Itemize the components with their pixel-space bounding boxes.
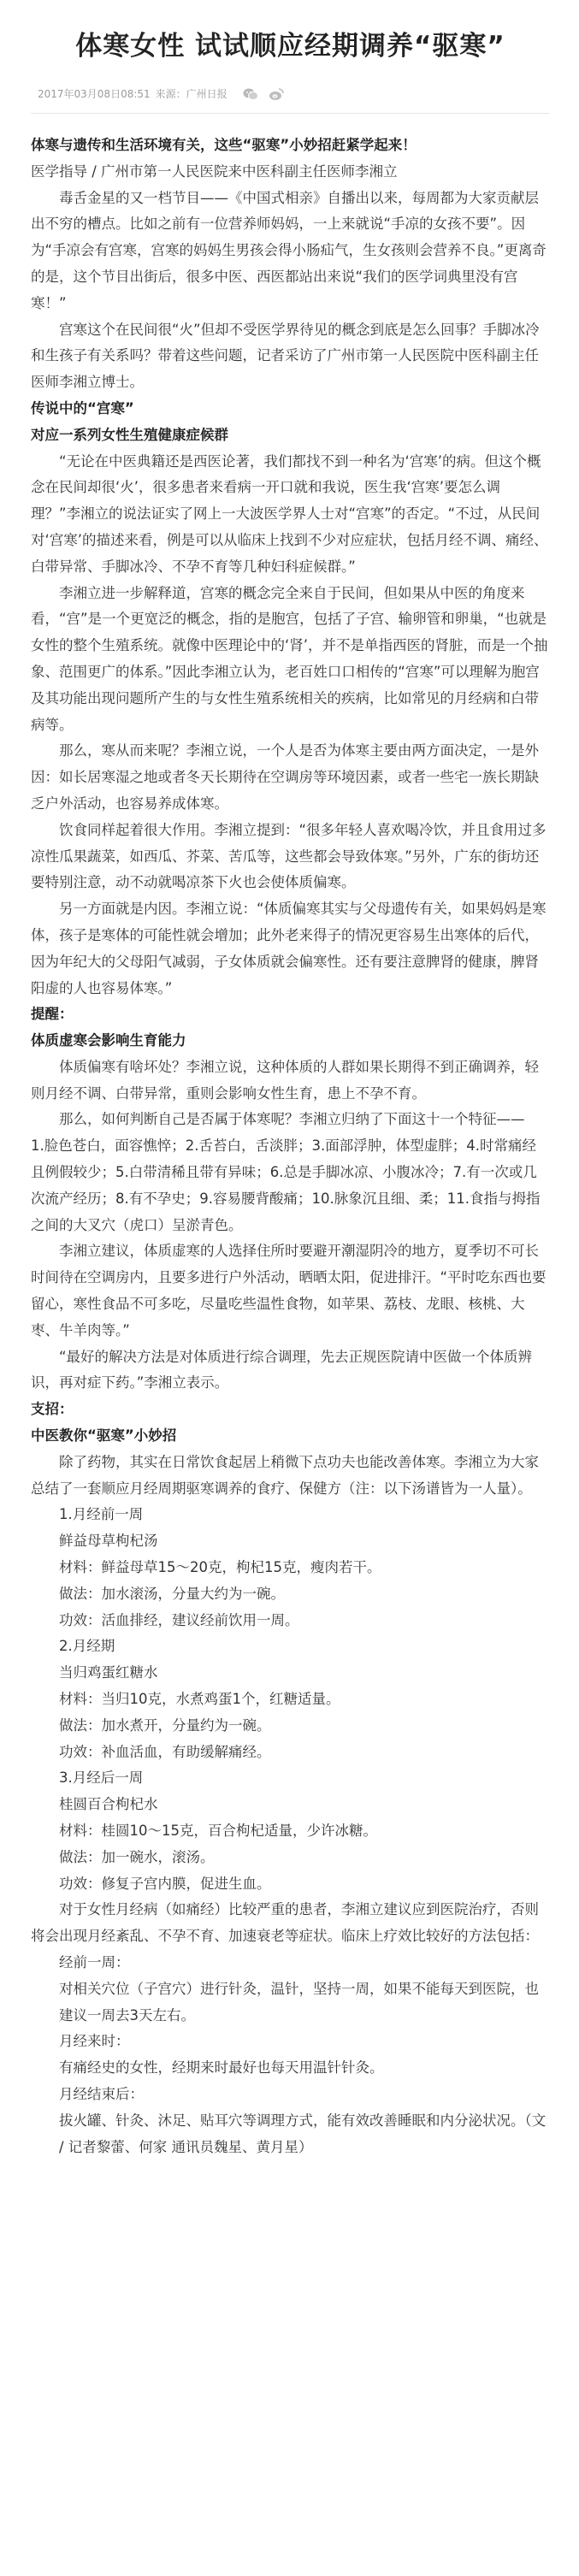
- article-meta: [31, 86, 550, 114]
- article-paragraph: 有痛经史的女性，经期来时最好也每天用温针针灸。: [59, 2059, 384, 2077]
- article-paragraph: 毒舌金星的又一档节目——《中国式相亲》自播出以来，每周都为大家贡献层出不穷的槽点。比如之前有一位营养师妈妈，一上来就说“手凉的女孩不要”。因为“手凉会有宫寒，宫寒的妈妈生男孩会得小肠疝气，生女孩则会营养不良。”更离奇的是，这个节目出街后，很多中医、西医都站出来说“我们的医学词典里没有宫寒！”: [31, 189, 547, 311]
- article-paragraph: 医学指导 / 广州市第一人民医院来中医科副主任医师李湘立: [31, 162, 398, 180]
- article-paragraph: 材料：鲜益母草15～20克，枸杞15克，瘦肉若干。: [59, 1559, 381, 1576]
- article-paragraph: 材料：当归10克，水煮鸡蛋1个，红糖适量。: [59, 1691, 340, 1708]
- article-body: [31, 133, 550, 2160]
- article-paragraph: 李湘立建议，体质虚寒的人选择住所时要避开潮湿阴冷的地方，夏季切不可长时间待在空调房内，且要多进行户外活动，晒晒太阳，促进排汗。“平时吃东西也要留心，寒性食品不可多吃，尽量吃些温性食物，如苹果、荔枝、龙眼、核桃、大枣、牛羊肉等。”: [31, 1243, 547, 1338]
- article-paragraph: 月经结束后：: [59, 2085, 144, 2102]
- section-heading: 对应一系列女性生殖健康症候群: [31, 426, 228, 443]
- article-paragraph: 鲜益母草枸杞汤: [59, 1533, 158, 1550]
- article-paragraph: 那么，如何判断自己是否属于体寒呢？李湘立归纳了下面这十一个特征——: [59, 1111, 525, 1128]
- share-icons: [243, 87, 284, 101]
- article-paragraph: 月经来时：: [59, 2033, 130, 2050]
- article-paragraph: 对相关穴位（子宫穴）进行针灸，温针，坚持一周，如果不能每天到医院，也建议一周去3天左右。: [59, 1980, 539, 2024]
- weibo-share-icon[interactable]: [269, 87, 284, 101]
- article-paragraph: 另一方面就是内因。李湘立说：“体质偏寒其实与父母遗传有关，如果妈妈是寒体，孩子是寒体的可能性就会增加；此外老来得子的情况更容易生出寒体的后代，因为年纪大的父母阳气减弱，子女体质就会偏寒性。还有要注意脾肾的健康，脾肾阳虚的人也容易体寒。”: [31, 901, 547, 996]
- article-paragraph: “最好的解决方法是对体质进行综合调理，先去正规医院请中医做一个体质辨识，再对症下药。”李湘立表示。: [31, 1348, 533, 1391]
- section-heading: 传说中的“宫寒”: [31, 399, 134, 417]
- article-paragraph: 做法：加水滚汤，分量大约为一碗。: [59, 1585, 285, 1602]
- article-paragraph: 除了药物，其实在日常饮食起居上稍微下点功夫也能改善体寒。李湘立为大家总结了一套顺应月经周期驱寒调养的食疗、保健方（注：以下汤谱皆为一人量）。: [31, 1453, 539, 1497]
- article-paragraph: 饮食同样起着很大作用。李湘立提到：“很多年轻人喜欢喝冷饮，并且食用过多凉性瓜果蔬菜，如西瓜、芥菜、苦瓜等，这些都会导致体寒。”另外，广东的街坊还要特别注意，动不动就喝凉茶下火也会使体质偏寒。: [31, 821, 547, 891]
- section-heading: 提醒：: [31, 1006, 74, 1023]
- section-heading: 支招：: [31, 1401, 74, 1418]
- publish-date: 2017年03月08日08:51: [38, 88, 151, 100]
- article-paragraph: 做法：加水煮开，分量约为一碗。: [59, 1716, 271, 1734]
- article-paragraph: 体质偏寒有啥坏处？李湘立说，这种体质的人群如果长期得不到正确调养，轻则月经不调、白带异常，重则会影响女性生育，患上不孕不育。: [31, 1058, 539, 1102]
- article-paragraph: “无论在中医典籍还是西医论著，我们都找不到一种名为‘宫寒’的病。但这个概念在民间却很‘火’，很多患者来看病一开口就和我说，医生我‘宫寒’要怎么调理？”李湘立的说法证实了网上一大波医学界人士对“宫寒”的否定。“不过，从民间对‘宫寒’的描述来看，例是可以从临床上找到不少对应症状，包括月经不调、痛经、白带异常、手脚冰冷、不孕不育等几种妇科症候群。”: [31, 452, 548, 575]
- section-heading: 体寒与遗传和生活环境有关，这些“驱寒”小妙招赶紧学起来！: [31, 137, 417, 153]
- article-paragraph: 那么，寒从而来呢？李湘立说，一个人是否为体寒主要由两方面决定，一是外因：如长居寒湿之地或者冬天长期待在空调房等环境因素，或者一些宅一族长期缺乏户外活动，也容易养成体寒。: [31, 742, 539, 812]
- section-heading: 体质虚寒会影响生育能力: [31, 1032, 186, 1049]
- article-paragraph: 材料：桂圆10～15克，百合枸杞适量，少许冰糖。: [59, 1823, 377, 1839]
- article-paragraph: 1.月经前一周: [59, 1506, 144, 1523]
- article-paragraph: 当归鸡蛋红糖水: [59, 1664, 158, 1681]
- article-paragraph: 功效：活血排经，建议经前饮用一周。: [59, 1611, 299, 1628]
- article-paragraph: 拔火罐、针灸、沐足、贴耳穴等调理方式，能有效改善睡眠和内分泌状况。（文 / 记者黎蕾、何家 通讯员魏星、黄月星）: [59, 2112, 547, 2155]
- article-title: 体寒女性 试试顺应经期调养“驱寒”: [75, 31, 505, 62]
- article-paragraph: 李湘立进一步解释道，宫寒的概念完全来自于民间，但如果从中医的角度来看，“宫”是一个更宽泛的概念，指的是胞宫，包括了子宫、输卵管和卵巢，“也就是女性的整个生殖系统。就像中医理论中的‘肾’，并不是单指西医的肾脏，而是一个抽象、范围更广的体系。”因此李湘立认为，老百姓口口相传的“宫寒”可以理解为胞宫及其功能出现问题所产生的与女性生殖系统相关的疾病，比如常见的月经病和白带病等。: [31, 584, 548, 733]
- article-paragraph: 桂圆百合枸杞水: [59, 1796, 158, 1813]
- article-paragraph: 做法：加一碗水，滚汤。: [59, 1848, 215, 1865]
- article-paragraph: 经前一周：: [59, 1953, 130, 1970]
- article-paragraph: 1.脸色苍白，面容憔悴；2.舌苔白，舌淡胖；3.面部浮肿，体型虚胖；4.时常痛经且例假较少；5.白带清稀且带有异味；6.总是手脚冰凉、小腹冰冷；7.有一次或几次流产经历；8.有不孕史；9.容易腰背酸痛；10.脉象沉且细、柔；11.食指与拇指之间的大叉穴（虎口）呈淤青色。: [31, 1137, 541, 1233]
- article-paragraph: 功效：修复子宫内膜，促进生血。: [59, 1875, 271, 1892]
- section-heading: 中医教你“驱寒”小妙招: [31, 1427, 177, 1445]
- article-paragraph: 2.月经期: [59, 1638, 115, 1655]
- wechat-share-icon[interactable]: [243, 87, 258, 101]
- article-source: 来源：广州日报: [155, 88, 227, 100]
- article-paragraph: 对于女性月经病（如痛经）比较严重的患者，李湘立建议应到医院治疗，否则将会出现月经紊乱、不孕不育、加速衰老等症状。临床上疗效比较好的方法包括：: [31, 1901, 539, 1945]
- article-paragraph: 功效：补血活血，有助缓解痛经。: [59, 1743, 271, 1760]
- article-paragraph: 3.月经后一周: [59, 1770, 144, 1787]
- article-paragraph: 宫寒这个在民间很“火”但却不受医学界待见的概念到底是怎么回事？手脚冰冷和生孩子有关系吗？带着这些问题，记者采访了广州市第一人民医院中医科副主任医师李湘立博士。: [31, 321, 540, 391]
